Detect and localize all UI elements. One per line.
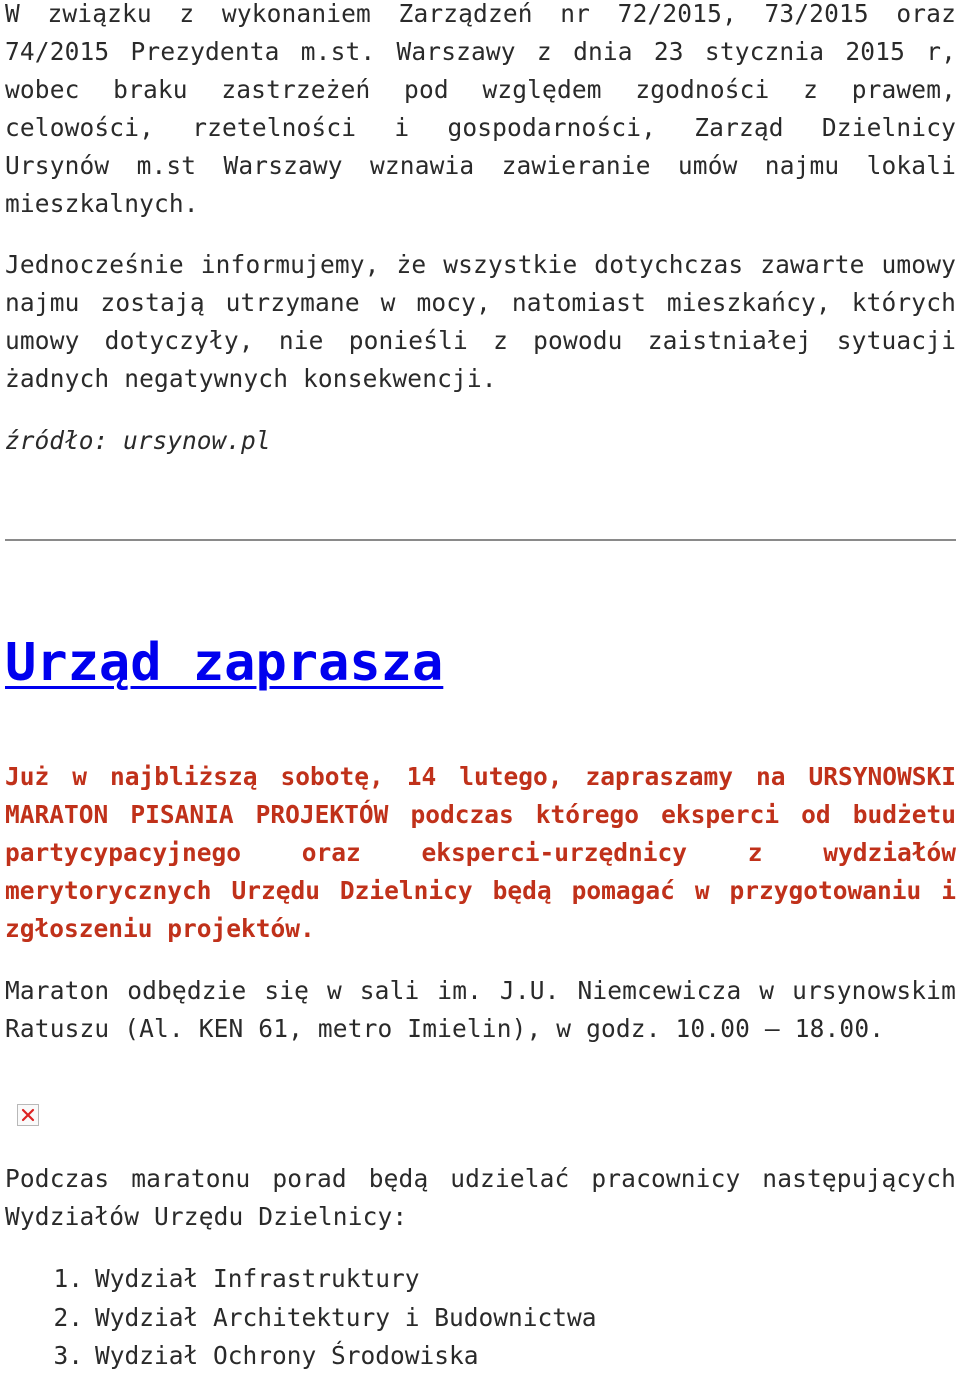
list-item-number: 2. [53,1302,83,1332]
list-item-number: 1. [53,1264,83,1293]
info-paragraph: Jednocześnie informujemy, że wszystkie dotychczas zawarte umowy najmu zostają utrzymane w mocy, natomiast mieszkańcy, których umowy dotyczyły, nie ponieśli z powodu zaistniałej sytuacji żadnych negatywnych konsekwencji. [5,250,956,393]
list-item [5,1299,597,1338]
list-item-label: Wydział Ochrony Środowiska [95,1341,479,1370]
departments-intro: Podczas maratonu porad będą udzielać pracownicy następujących Wydziałów Urzędu Dzielnicy: [5,1164,956,1231]
location-paragraph: Maraton odbędzie się w sali im. J.U. Niemcewicza w ursynowskim Ratuszu (Al. KEN 61, metro Imielin), w godz. 10.00 – 18.00. [5,976,956,1043]
list-item-label: Wydział Infrastruktury [95,1264,420,1293]
departments-list [5,1260,597,1376]
intro-paragraph: W związku z wykonaniem Zarządzeń nr 72/2015, 73/2015 oraz 74/2015 Prezydenta m.st. Warszawy z dnia 23 stycznia 2015 r, wobec braku zastrzeżeń pod względem zgodności z prawem, celowości, rzetelności i gospodarności, Zarząd Dzielnicy Ursynów m.st Warszawy wznawia zawieranie umów najmu lokali mieszkalnych. [5,0,956,218]
list-item [5,1337,597,1376]
broken-image-icon [17,1104,39,1126]
source-note: źródło: ursynow.pl [5,426,271,455]
section-divider [5,539,956,541]
list-item-label: Wydział Architektury i Budownictwa [95,1302,597,1332]
article-title-link[interactable]: Urząd zaprasza [5,633,444,693]
list-item [5,1260,597,1299]
article-lead: Już w najbliższą sobotę, 14 lutego, zapraszamy na URSYNOWSKI MARATON PISANIA PROJEKTÓW podczas którego eksperci od budżetu partycypacyjnego oraz eksperci-urzędnicy z wydziałów merytorycznych Urzędu Dzielnicy będą pomagać w przygotowaniu i zgłoszeniu projektów. [5,762,956,943]
list-item-number: 3. [53,1341,83,1370]
